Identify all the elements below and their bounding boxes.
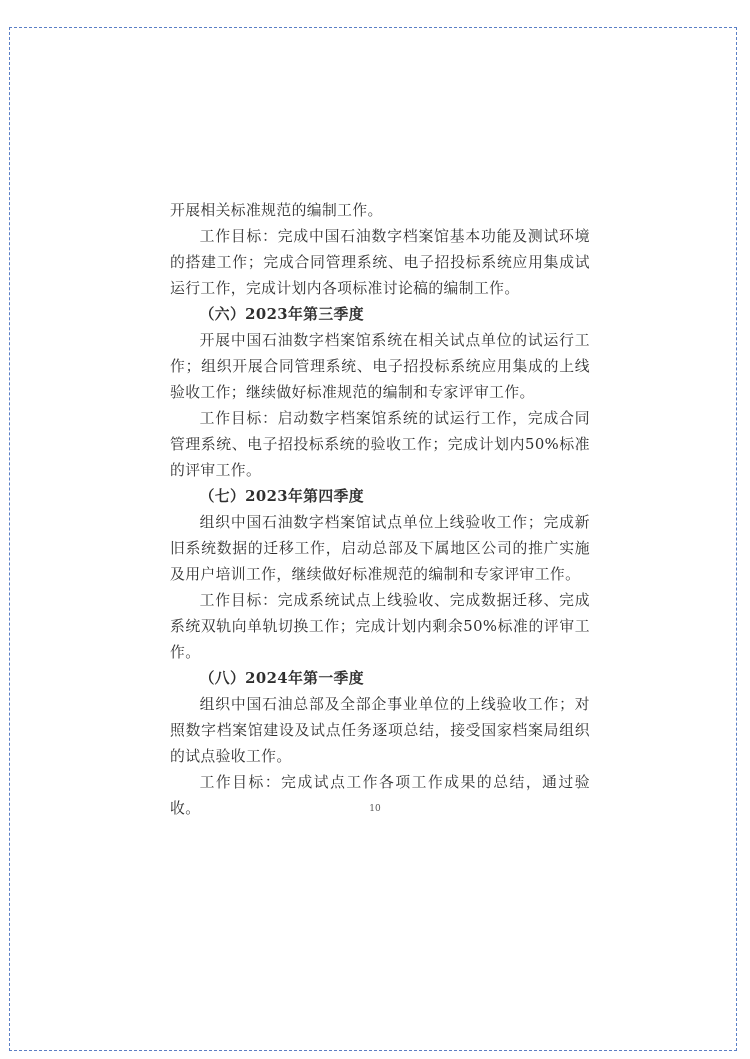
paragraph-4: 工作目标：启动数字档案馆系统的试运行工作，完成合同管理系统、电子招投标系统的验收工作；完成计划内50%标准的评审工作。	[170, 410, 590, 479]
paragraph-1: 开展相关标准规范的编制工作。	[170, 202, 383, 219]
paragraph-3: 开展中国石油数字档案馆系统在相关试点单位的试运行工作；组织开展合同管理系统、电子招投标系统应用集成的上线验收工作；继续做好标准规范的编制和专家评审工作。	[170, 332, 590, 401]
section-heading-6: （六）2023年第三季度	[199, 306, 364, 323]
paragraph-2: 工作目标：完成中国石油数字档案馆基本功能及测试环境的搭建工作；完成合同管理系统、电子招投标系统应用集成试运行工作，完成计划内各项标准讨论稿的编制工作。	[170, 228, 590, 297]
section-heading-7: （七）2023年第四季度	[199, 488, 364, 505]
document-body	[170, 198, 590, 822]
paragraph-5: 组织中国石油数字档案馆试点单位上线验收工作；完成新旧系统数据的迁移工作，启动总部及下属地区公司的推广实施及用户培训工作，继续做好标准规范的编制和专家评审工作。	[170, 514, 590, 583]
page-number: 10	[369, 804, 381, 814]
paragraph-6: 工作目标：完成系统试点上线验收、完成数据迁移、完成系统双轨向单轨切换工作；完成计划内剩余50%标准的评审工作。	[170, 592, 590, 661]
section-heading-8: （八）2024年第一季度	[199, 670, 364, 687]
paragraph-7: 组织中国石油总部及全部企事业单位的上线验收工作；对照数字档案馆建设及试点任务逐项总结，接受国家档案局组织的试点验收工作。	[170, 696, 590, 765]
paragraph-8: 工作目标：完成试点工作各项工作成果的总结，通过验收。	[170, 774, 590, 817]
